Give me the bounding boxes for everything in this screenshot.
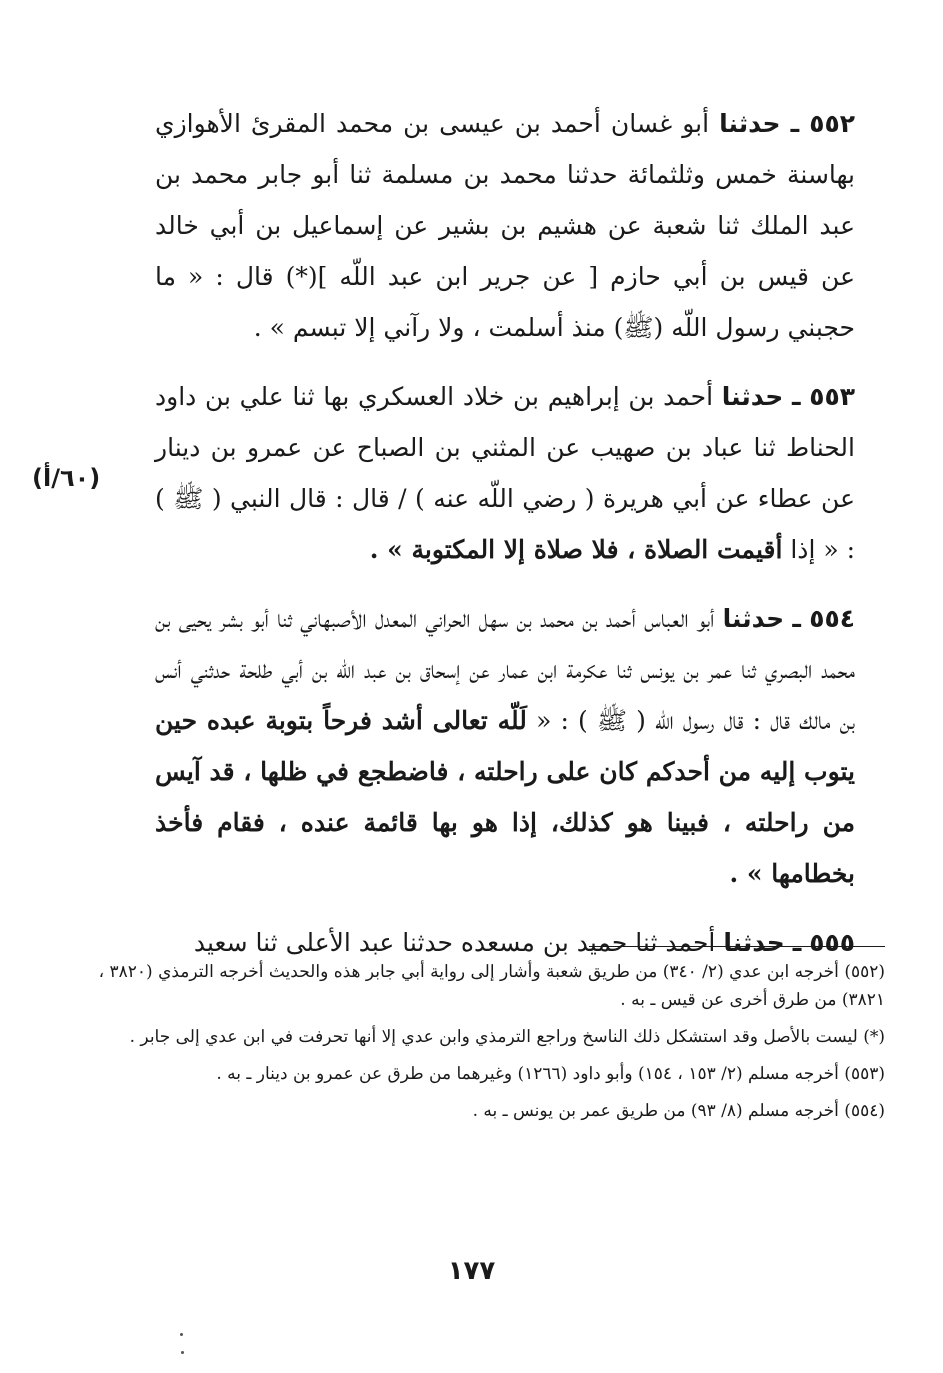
footnote: (٥٥٢) أخرجه ابن عدي (٢/ ٣٤٠) من طريق شعبة وأشار إلى رواية أبي جابر هذه والحديث أخرجه الترمذي (٣٨٢٠ ، ٣٨٢١) من طرق أخرى عن قيس ـ به . xyxy=(98,962,885,1010)
hadith-552: ٥٥٢ ـ حدثنا أبو غسان أحمد بن عيسى بن محمد المقرئ الأهوازي بهاسنة خمس وثلثمائة حدثنا محمد بن مسلمة ثنا أبو جابر محمد بن عبد الملك ثنا شعبة عن هشيم بن بشير عن إسماعيل بن أبي خالد عن قيس بن أبي حازم [ عن جرير ابن عبد اللّه ](*) قال : « ما حجبني رسول اللّه (ﷺ) منذ أسلمت ، ولا رآني إلا تبسم » . xyxy=(155,109,855,342)
hadith-number: ٥٥٣ xyxy=(809,382,855,411)
footnote: (٥٥٣) أخرجه مسلم (٢/ ١٥٣ ، ١٥٤) وأبو داود (١٢٦٦) وغيرهما من طرق عن عمرو بن دينار ـ به . xyxy=(216,1064,885,1084)
hadith-text: أبو العباس أحمد بن محمد بن سهل الحراني المعدل الأصبهاني ثنا أبو بشر يحيى بن محمد البصري ثنا عمر بن يونس ثنا عكرمة ابن عمار عن إسحاق بن عبد اللّه بن أبي طلحة حدثني أنس بن مالك قال : قال رسول اللّه ( ﷺ ) : « xyxy=(155,604,856,735)
hadith-553: ٥٥٣ ـ حدثنا أحمد بن إبراهيم بن خلاد العسكري بها ثنا علي بن داود الحناط ثنا عباد بن صهيب عن المثني بن الصباح عن عمرو بن دينار عن عطاء عن أبي هريرة ( رضي اللّه عنه ) / قال : قال النبي ( ﷺ ) : « إذا أقيمت الصلاة ، فلا صلاة إلا المكتوبة » . xyxy=(155,382,855,564)
footnote: (*) ليست بالأصل وقد استشكل ذلك الناسخ وراجع الترمذي وابن عدي إلا أنها تحرفت في ابن عدي إلى جابر . xyxy=(129,1027,885,1047)
hadith-text: أبو غسان أحمد بن عيسى بن محمد المقرئ الأهوازي بهاسنة خمس وثلثمائة حدثنا محمد بن مسلمة ثنا أبو جابر محمد بن عبد الملك ثنا شعبة عن هشيم بن بشير عن إسماعيل بن أبي خالد عن قيس بن أبي حازم [ عن جرير ابن عبد اللّه ](*) قال : « ما حجبني رسول اللّه (ﷺ) منذ أسلمت ، ولا رآني إلا تبسم » . xyxy=(155,109,855,342)
hadith-keyword: حدثنا xyxy=(719,109,781,138)
scan-speck xyxy=(180,1333,183,1336)
hadith-number: ٥٥٢ xyxy=(809,109,855,138)
hadith-bold-text: لَلّه تعالى أشد فرحاً بتوبة عبده حين يتوب إليه من أحدكم كان على راحلته ، فاضطجع في ظلها ، قد آيس من راحلته ، فبينا هو كذلك، إذا هو بها قائمة عنده ، فقام فأخذ بخطامها » . xyxy=(155,706,855,888)
page-number: ١٧٧ xyxy=(447,1256,496,1286)
hadith-keyword: حدثنا xyxy=(721,382,784,411)
hadith-bold-text: أقيمت الصلاة ، فلا صلاة إلا المكتوبة » . xyxy=(369,535,783,564)
hadith-554: ٥٥٤ ـ حدثنا أبو العباس أحمد بن محمد بن سهل الحراني المعدل الأصبهاني ثنا أبو بشر يحيى بن محمد البصري ثنا عمر بن يونس ثنا عكرمة ابن عمار عن إسحاق بن عبد اللّه بن أبي طلحة حدثني أنس بن مالك قال : قال رسول اللّه ( ﷺ ) : « لَلّه تعالى أشد فرحاً بتوبة عبده حين يتوب إليه من أحدكم كان على راحلته ، فاضطجع في ظلها ، قد آيس من راحلته ، فبينا هو كذلك، إذا هو بها قائمة عنده ، فقام فأخذ بخطامها » . xyxy=(155,604,856,888)
hadith-number: ٥٥٤ xyxy=(809,604,855,633)
footnote-separator xyxy=(589,946,885,947)
hadith-number: ٥٥٥ xyxy=(809,928,855,957)
hadith-text: أحمد ثنا حميد بن مسعده حدثنا عبد الأعلى ثنا سعيد xyxy=(193,928,716,957)
hadith-keyword: حدثنا xyxy=(722,604,785,633)
footnote: (٥٥٤) أخرجه مسلم (٨/ ٩٣) من طريق عمر بن يونس ـ به . xyxy=(472,1101,885,1121)
manuscript-folio-note: (٦٠/أ) xyxy=(32,464,101,492)
hadith-555: ٥٥٥ ـ حدثنا أحمد ثنا حميد بن مسعده حدثنا عبد الأعلى ثنا سعيد xyxy=(193,928,855,957)
footnotes xyxy=(57,958,885,1134)
scan-speck xyxy=(181,1351,184,1354)
main-text xyxy=(155,98,855,968)
hadith-keyword: حدثنا xyxy=(723,928,785,957)
hadith-text: أحمد بن إبراهيم بن خلاد العسكري بها ثنا علي بن داود الحناط ثنا عباد بن صهيب عن المثني بن الصباح عن عمرو بن دينار عن عطاء عن أبي هريرة ( رضي اللّه عنه ) / قال : قال النبي ( ﷺ ) : « إذا xyxy=(155,382,855,564)
